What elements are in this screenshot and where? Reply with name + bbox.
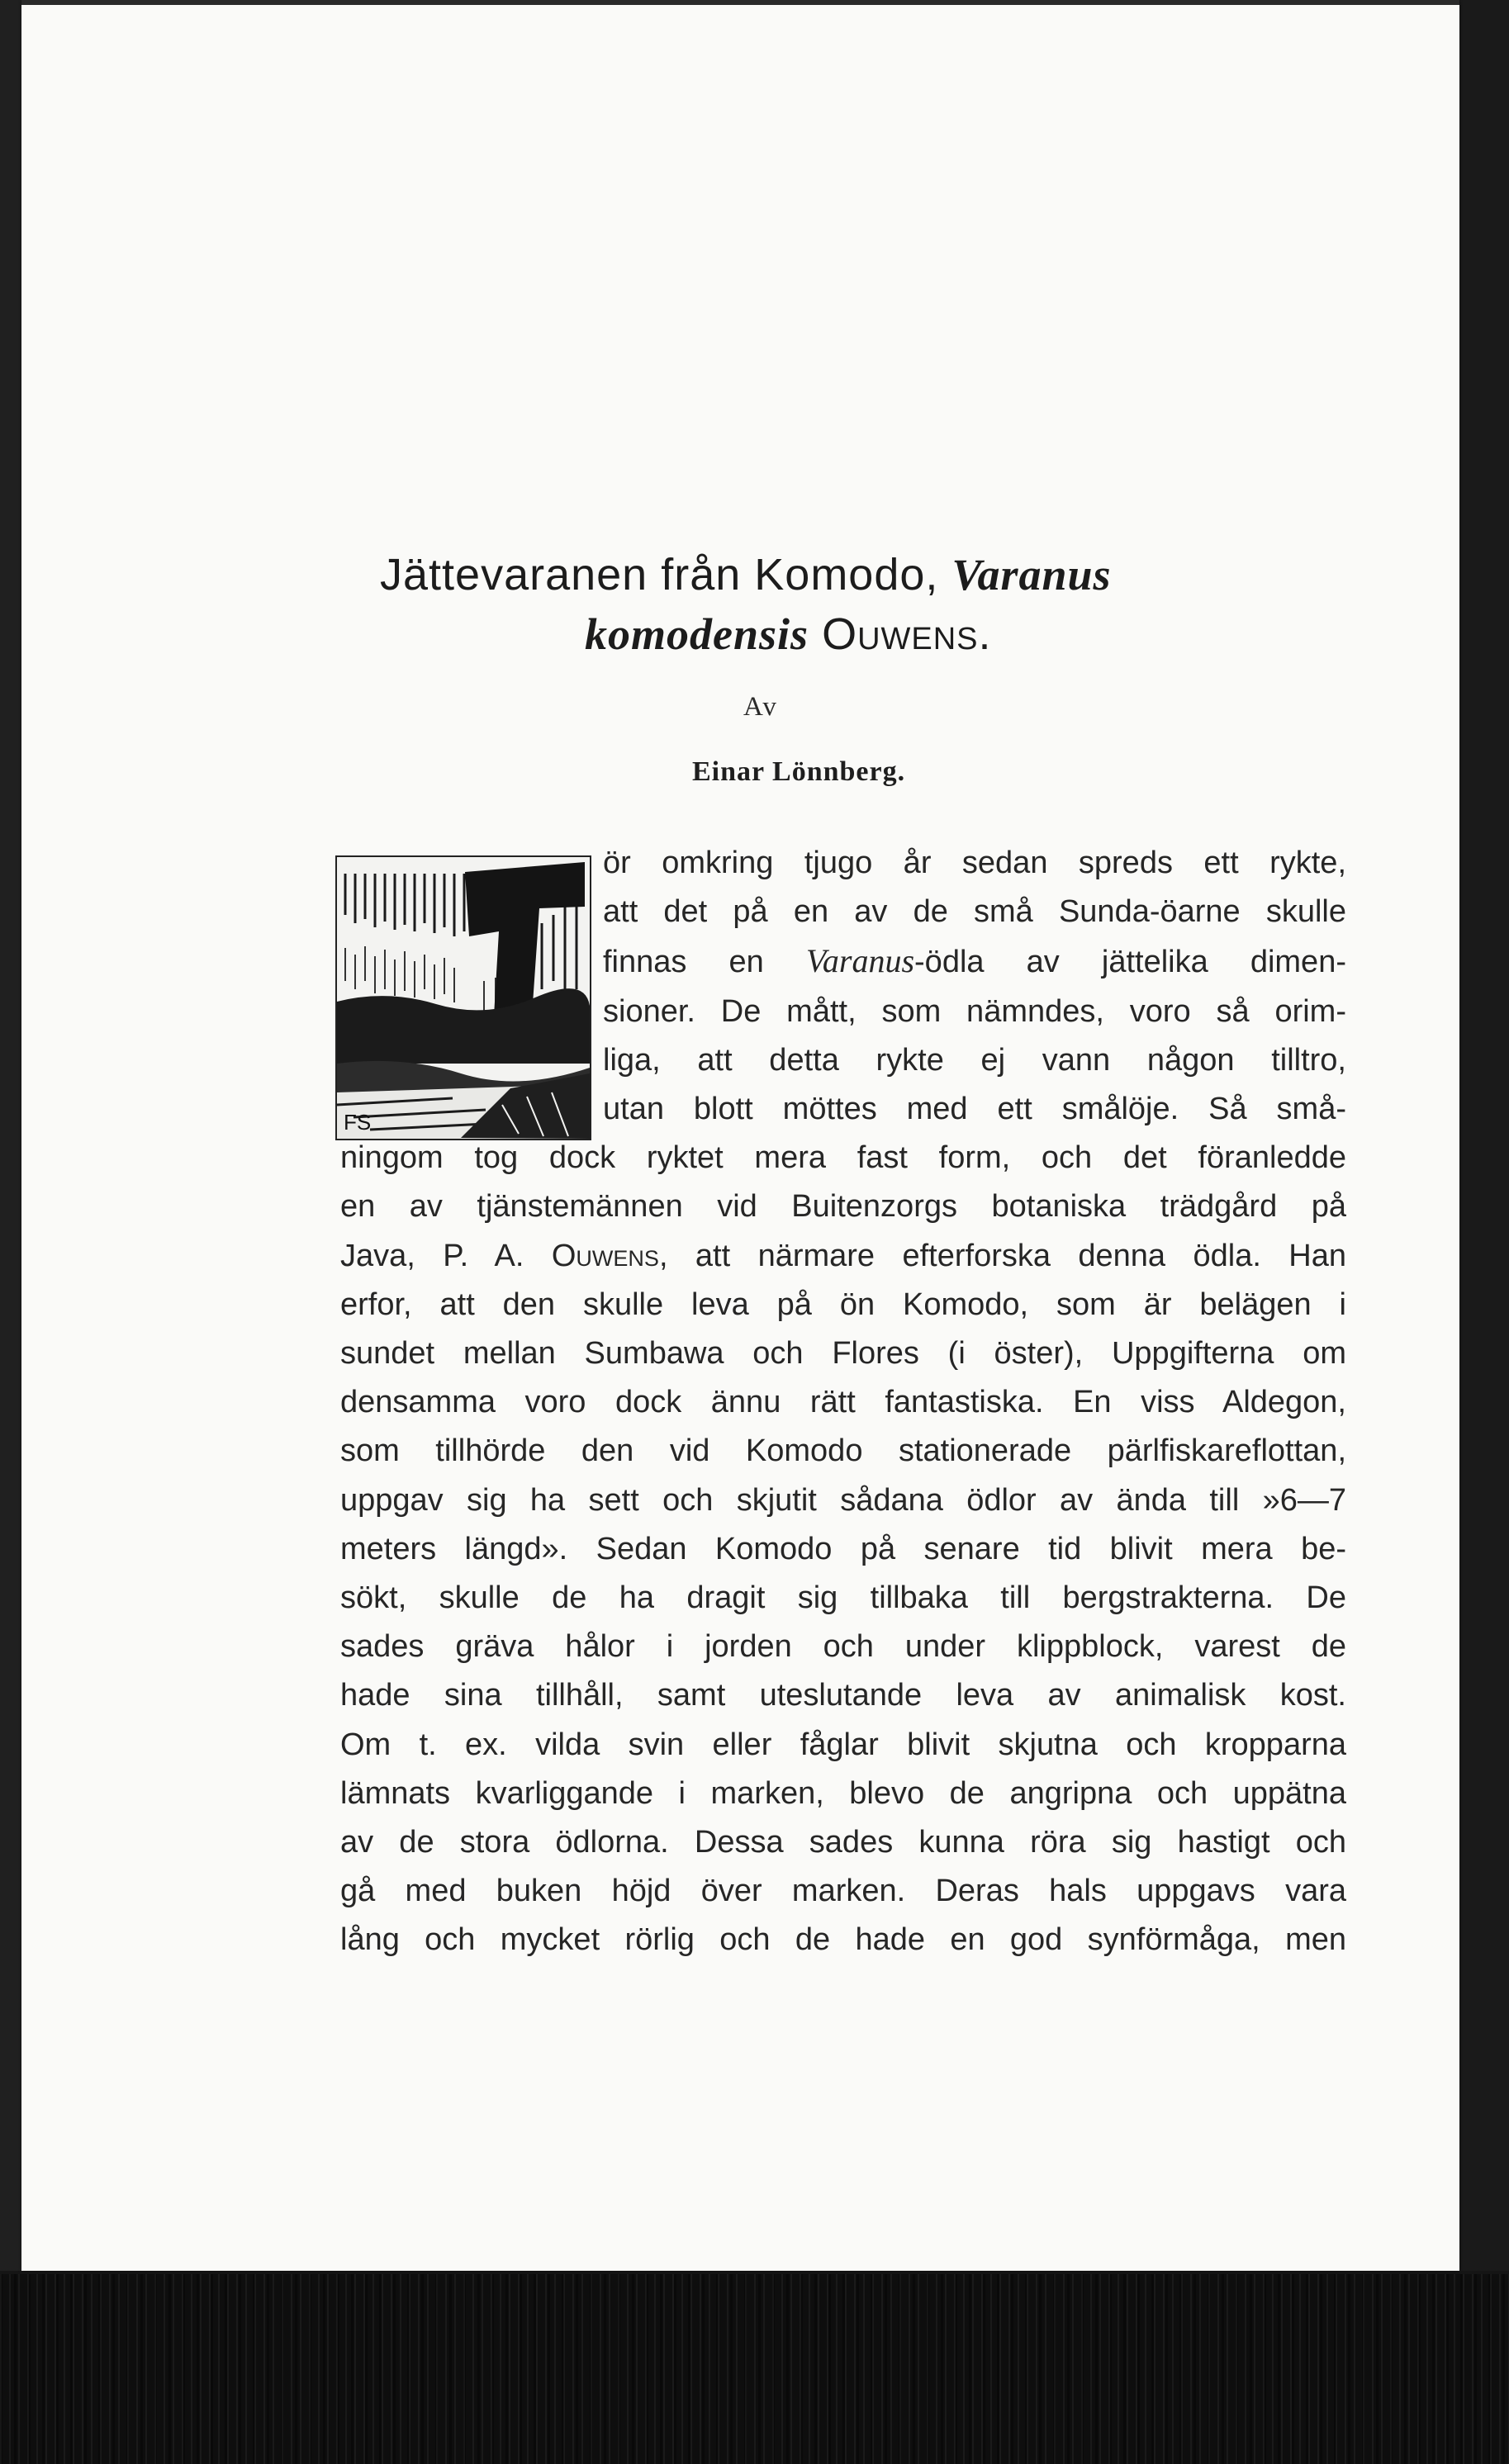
body-line-13: som tillhörde den vid Komodo stationerade pärlfiskareflottan,	[340, 1433, 1346, 1469]
byline-prefix: Av	[743, 692, 778, 722]
body-line-9	[340, 1232, 1346, 1281]
title-species: komodensis	[585, 609, 809, 659]
author-name: Einar Lönnberg.	[692, 756, 906, 787]
body-line-21: av de stora ödlorna. Dessa sades kunna röra sig hastigt och	[340, 1825, 1346, 1860]
scan-right-edge	[1459, 0, 1509, 2271]
body-line-23: lång och mycket rörlig och de hade en god synförmåga, men	[340, 1922, 1346, 1958]
body-line-3-genus: Varanus	[805, 942, 915, 980]
title-line-2	[380, 604, 1288, 664]
article-body	[340, 839, 1346, 1965]
body-line-19: Om t. ex. vilda svin eller fåglar blivit skjutna och kropparna	[340, 1727, 1346, 1762]
body-line-15: meters längd». Sedan Komodo på senare tid blivit mera be-	[340, 1531, 1346, 1566]
body-line-20: lämnats kvarliggande i marken, blevo de angripna och uppätna	[340, 1775, 1346, 1811]
title-text: Jättevaranen från Komodo,	[380, 550, 952, 599]
body-line-14: uppgav sig ha sett och skjutit sådana ödlor av ända till »6—7	[340, 1482, 1346, 1518]
body-line-7: ningom tog dock ryktet mera fast form, och det föranledde	[340, 1140, 1346, 1176]
body-line-16: sökt, skulle de ha dragit sig tillbaka till bergstrakterna. De	[340, 1580, 1346, 1616]
body-line-3	[340, 936, 1346, 987]
body-line-5: liga, att detta rykte ej vann någon tilltro,	[603, 1042, 1346, 1078]
body-line-11: sundet mellan Sumbawa och Flores (i öster), Uppgifterna om	[340, 1336, 1346, 1372]
body-line-4: sioner. De mått, som nämndes, voro så orim-	[603, 993, 1346, 1029]
article-title	[380, 545, 1288, 664]
title-end: .	[978, 609, 992, 659]
initial-monogram: FS	[344, 1110, 372, 1135]
body-line-9-b: , att närmare efterforska denna ödla. Han	[658, 1238, 1346, 1273]
body-line-8: en av tjänstemännen vid Buitenzorgs botaniska trädgård på	[340, 1189, 1346, 1225]
title-genus: Varanus	[951, 550, 1112, 599]
body-line-22: gå med buken höjd över marken. Deras hals uppgavs vara	[340, 1874, 1346, 1909]
body-line-10: erfor, att den skulle leva på ön Komodo, som är belägen i	[340, 1286, 1346, 1322]
body-line-1: ör omkring tjugo år sedan spreds ett rykte,	[603, 846, 1346, 880]
scan-top-band	[21, 0, 1459, 5]
body-line-12: densamma voro dock ännu rätt fantastiska. En viss Aldegon,	[340, 1385, 1346, 1420]
body-line-2: att det på en av de små Sunda-öarne skulle	[603, 894, 1346, 930]
body-line-18: hade sina tillhåll, samt uteslutande leva av animalisk kost.	[340, 1678, 1346, 1713]
scan-bottom-border	[0, 2274, 1509, 2464]
body-line-9-a: Java, P. A.	[340, 1238, 552, 1273]
title-authority: Ouwens	[822, 609, 979, 659]
body-line-3-a: finnas en	[603, 945, 806, 980]
body-line-17: sades gräva hålor i jorden och under klippblock, varest de	[340, 1629, 1346, 1665]
body-line-9-name: Ouwens	[551, 1238, 659, 1273]
scan-left-edge	[0, 0, 21, 2271]
body-line-3-b: -ödla av jättelika dimen-	[914, 945, 1346, 980]
body-line-6: utan blott möttes med ett smålöje. Så små-	[603, 1092, 1346, 1127]
